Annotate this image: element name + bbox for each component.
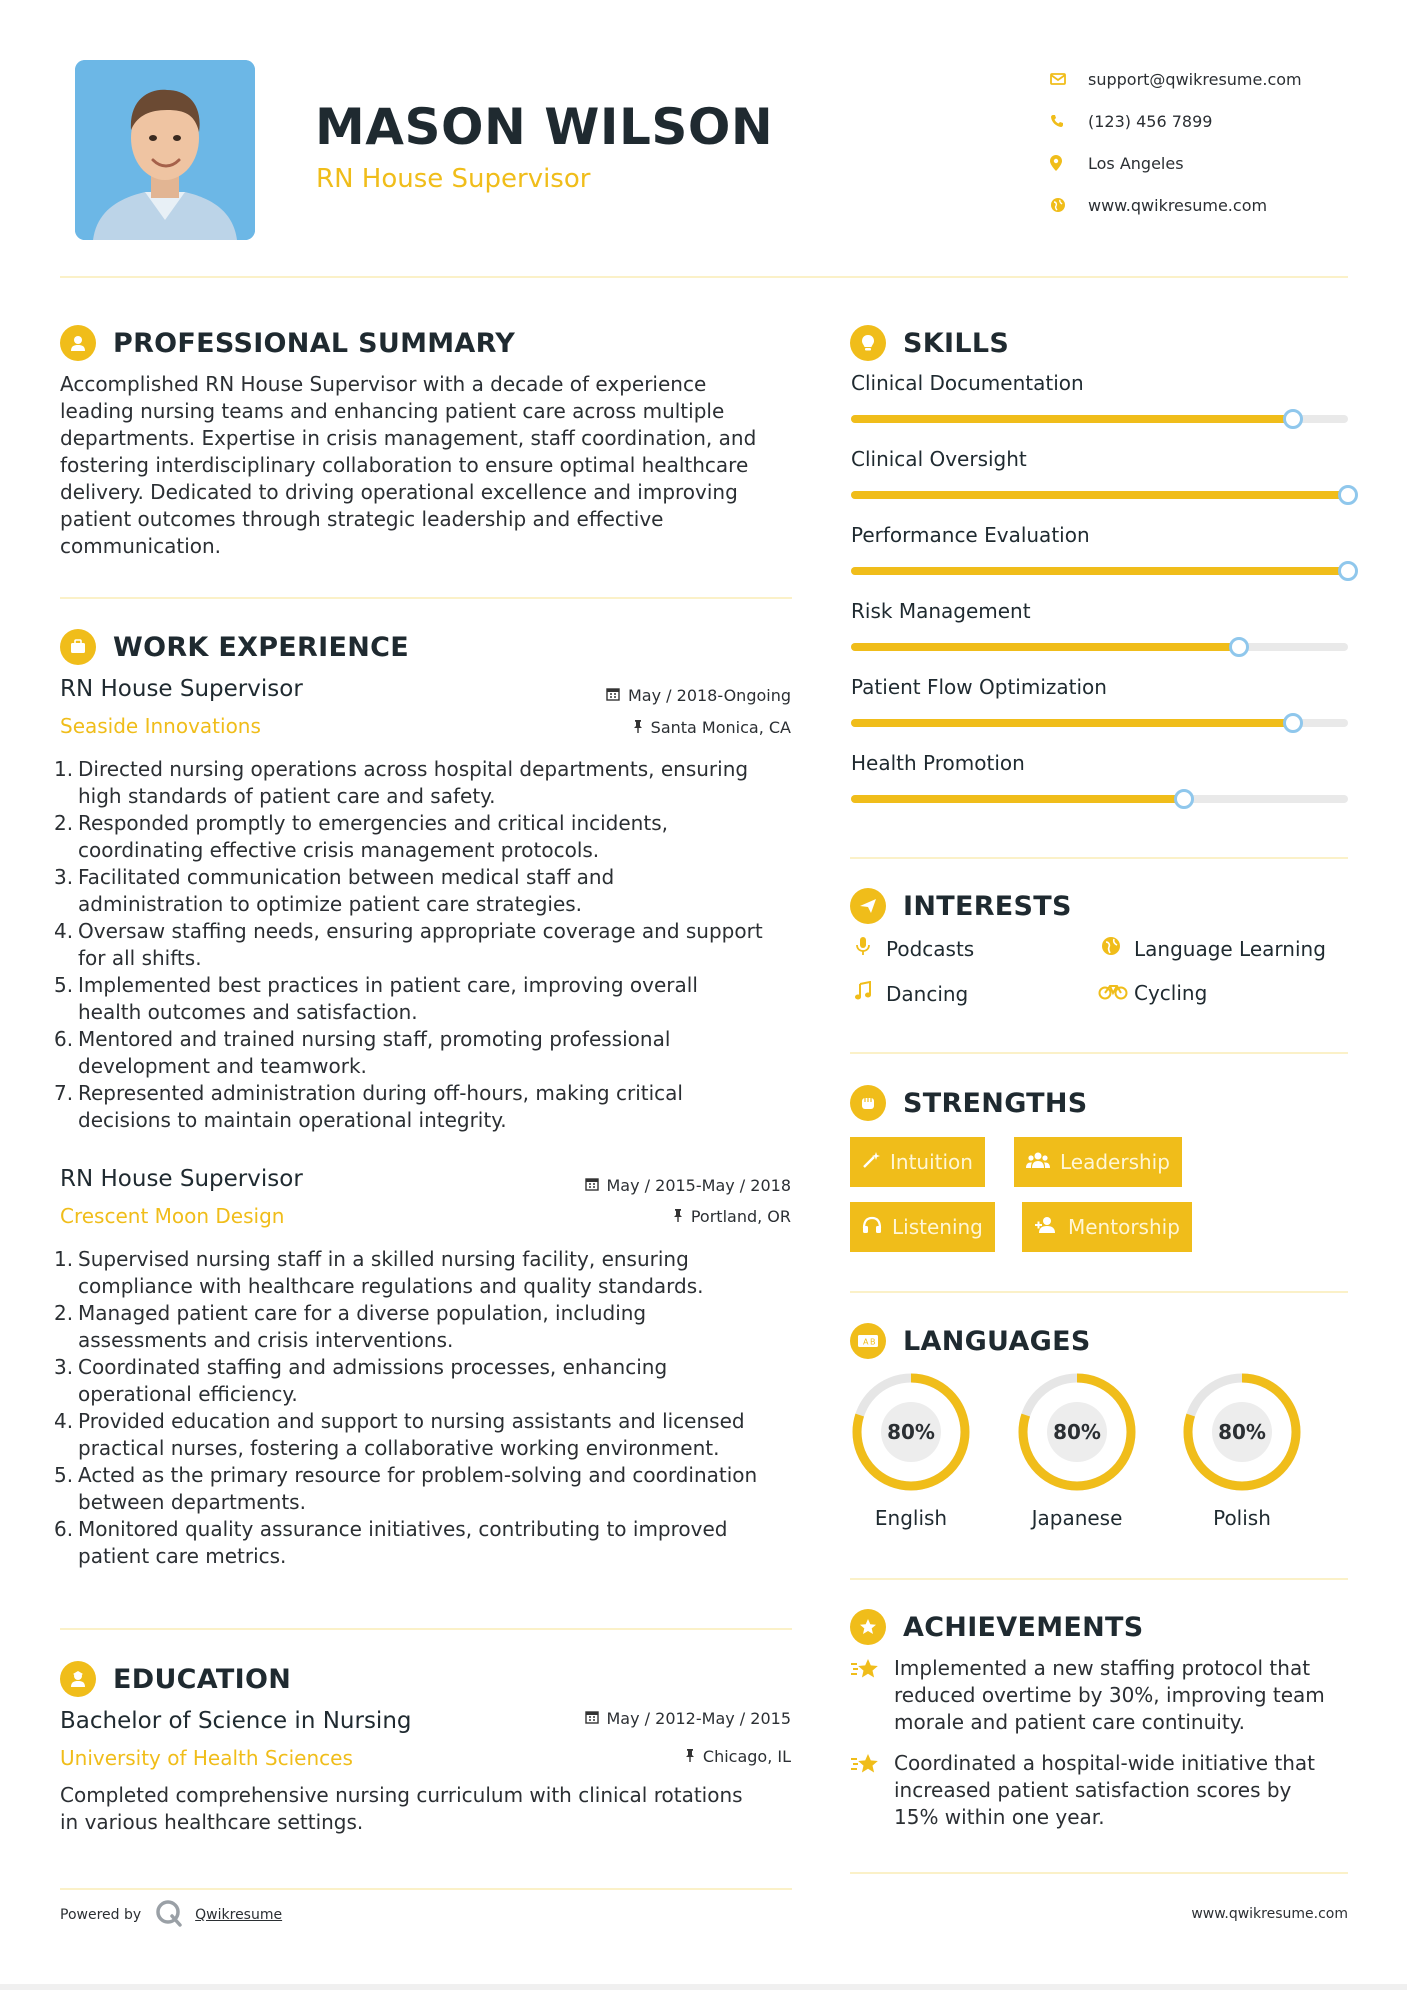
job-company: Seaside Innovations — [60, 714, 261, 738]
skill-label: Patient Flow Optimization — [851, 675, 1107, 699]
section-divider — [850, 1578, 1348, 1580]
interest-cycling — [1098, 981, 1207, 1005]
contact-website-text: www.qwikresume.com — [1088, 195, 1268, 215]
contact-phone[interactable] — [1050, 100, 1302, 142]
language-meter — [849, 1370, 973, 1498]
calendar-icon — [585, 1177, 599, 1195]
skill-bar-fill — [851, 491, 1348, 499]
footer-powered-by — [60, 1899, 282, 1931]
email-icon — [1050, 73, 1088, 85]
language-label: Japanese — [1031, 1506, 1123, 1530]
interest-label: Dancing — [886, 981, 969, 1006]
language-percent: 80% — [887, 1420, 935, 1444]
section-divider — [60, 597, 792, 599]
skill-label: Clinical Documentation — [851, 371, 1084, 395]
strength-label: Mentorship — [1068, 1215, 1180, 1239]
star-badge-icon — [850, 1609, 886, 1645]
phone-icon — [1050, 114, 1088, 128]
job-location — [633, 718, 791, 737]
section-divider — [850, 1291, 1348, 1293]
contact-website[interactable] — [1050, 184, 1302, 226]
headphones-icon — [862, 1215, 882, 1239]
summary-line: delivery. Dedicated to driving operational excellence and improving — [60, 480, 738, 504]
degree-title: Bachelor of Science in Nursing — [60, 1708, 412, 1734]
candidate-name: MASON WILSON — [315, 98, 774, 156]
list-item: 3. Facilitated communication between medical staff and administration to optimize patient care strategies. — [54, 865, 615, 916]
bicycle-icon — [1098, 981, 1124, 1005]
list-item: 4. Oversaw staffing needs, ensuring appropriate coverage and support for all shifts. — [54, 919, 763, 970]
strengths-title: STRENGTHS — [903, 1087, 1088, 1119]
list-item: 1. Directed nursing operations across hospital departments, ensuring high standards of patient care and safety. — [54, 757, 749, 808]
language-meter — [1015, 1370, 1139, 1498]
job-date-text: May / 2015-May / 2018 — [606, 1176, 791, 1195]
education-location — [685, 1747, 791, 1766]
summary-heading — [60, 325, 515, 361]
bottom-strip — [0, 1984, 1407, 1990]
skills-heading — [850, 325, 1009, 361]
skill-bar-fill — [851, 415, 1293, 423]
skill-level-handle — [1283, 713, 1303, 733]
education-description: Completed comprehensive nursing curriculum with clinical rotations in various healthcare settings. — [60, 1783, 743, 1834]
skill-bar-track — [851, 795, 1348, 803]
strengths-heading — [850, 1085, 1088, 1121]
summary-text — [60, 371, 756, 560]
skill-label: Risk Management — [851, 599, 1031, 623]
language-donut — [849, 1370, 973, 1494]
list-item: 3. Coordinated staffing and admissions processes, enhancing operational efficiency. — [54, 1355, 668, 1406]
list-item: 4. Provided education and support to nursing assistants and licensed practical nurses, fostering a collaborative working environment. — [54, 1409, 745, 1460]
section-divider — [60, 1628, 792, 1630]
qwikresume-link[interactable]: Qwikresume — [195, 1907, 283, 1923]
section-divider — [850, 1872, 1348, 1874]
section-divider — [850, 857, 1348, 859]
list-item: 6. Monitored quality assurance initiatives, contributing to improved patient care metrics. — [54, 1517, 728, 1568]
graduate-icon — [60, 1661, 96, 1697]
skill-bar-track — [851, 719, 1348, 727]
music-note-icon — [850, 981, 876, 1006]
candidate-role: RN House Supervisor — [316, 164, 591, 194]
header-divider — [60, 276, 1348, 278]
user-icon — [60, 325, 96, 361]
job-title: RN House Supervisor — [60, 676, 303, 702]
school-name: University of Health Sciences — [60, 1746, 353, 1770]
contact-location-text: Los Angeles — [1088, 153, 1184, 173]
fist-icon — [850, 1085, 886, 1121]
language-donut — [1180, 1370, 1304, 1494]
skill-level-handle — [1338, 485, 1358, 505]
achievement-item: Coordinated a hospital-wide initiative that increased patient satisfaction scores by 15% within one year. — [850, 1750, 1346, 1831]
paper-plane-icon — [850, 888, 886, 924]
language-donut — [1015, 1370, 1139, 1494]
education-date-text: May / 2012-May / 2015 — [606, 1709, 791, 1728]
contact-phone-text: (123) 456 7899 — [1088, 111, 1213, 131]
microphone-icon — [850, 936, 876, 961]
location-icon — [1050, 155, 1088, 171]
contact-email-text: support@qwikresume.com — [1088, 69, 1302, 89]
education-date — [585, 1709, 792, 1728]
skill-bar-fill — [851, 795, 1184, 803]
contact-list — [1050, 58, 1302, 226]
contact-email[interactable] — [1050, 58, 1302, 100]
user-plus-icon — [1034, 1215, 1058, 1239]
strength-label: Leadership — [1060, 1150, 1170, 1174]
achievement-item: Implemented a new staffing protocol that reduced overtime by 30%, improving team morale and patient care continuity. — [850, 1655, 1346, 1736]
list-item: 2. Managed patient care for a diverse population, including assessments and crisis interventions. — [54, 1301, 647, 1352]
skill-level-handle — [1338, 561, 1358, 581]
qwikresume-logo-icon — [155, 1899, 183, 1931]
skill-label: Health Promotion — [851, 751, 1025, 775]
interests-heading — [850, 888, 1072, 924]
interest-language-learning — [1098, 936, 1326, 961]
list-item: 6. Mentored and trained nursing staff, promoting professional development and teamwork. — [54, 1027, 671, 1078]
contact-location — [1050, 142, 1302, 184]
strength-chip-leadership — [1014, 1137, 1182, 1187]
skill-bar-track — [851, 491, 1348, 499]
svg-text:B: B — [870, 1337, 876, 1347]
job-date — [606, 686, 791, 705]
profile-photo — [75, 60, 255, 240]
skill-bar-fill — [851, 567, 1348, 575]
job-duties — [54, 1246, 758, 1570]
experience-heading — [60, 629, 409, 665]
interests-title: INTERESTS — [903, 890, 1072, 922]
strength-label: Intuition — [890, 1150, 973, 1174]
education-title: EDUCATION — [113, 1663, 292, 1695]
summary-line: departments. Expertise in crisis management, staff coordination, and — [60, 426, 757, 450]
skill-bar-fill — [851, 643, 1239, 651]
job-date-text: May / 2018-Ongoing — [628, 686, 791, 705]
interest-podcasts — [850, 936, 974, 961]
job-location — [673, 1207, 791, 1226]
list-item: 7. Represented administration during off-hours, making critical decisions to maintain operational integrity. — [54, 1081, 683, 1132]
list-item: 5. Implemented best practices in patient care, improving overall health outcomes and satisfaction. — [54, 973, 698, 1024]
skill-label: Performance Evaluation — [851, 523, 1090, 547]
language-icon — [850, 1323, 886, 1359]
language-meter — [1180, 1370, 1304, 1498]
job-location-text: Portland, OR — [690, 1207, 791, 1226]
achievements-heading — [850, 1609, 1144, 1645]
pin-icon — [685, 1748, 695, 1766]
users-icon — [1026, 1150, 1050, 1174]
strength-chip-listening — [850, 1202, 995, 1252]
languages-title: LANGUAGES — [903, 1325, 1091, 1357]
briefcase-icon — [60, 629, 96, 665]
job-date — [585, 1176, 792, 1195]
job-location-text: Santa Monica, CA — [650, 718, 791, 737]
education-heading — [60, 1661, 291, 1697]
job-duties — [54, 756, 763, 1134]
skill-bar-fill — [851, 719, 1293, 727]
footer-url[interactable]: www.qwikresume.com — [1191, 1906, 1348, 1922]
summary-line: patient outcomes through strategic leadership and effective — [60, 507, 664, 531]
languages-heading — [850, 1323, 1091, 1359]
skill-label: Clinical Oversight — [851, 447, 1027, 471]
strength-label: Listening — [892, 1215, 983, 1239]
powered-by-text: Powered by — [60, 1907, 142, 1923]
lightbulb-icon — [850, 325, 886, 361]
strength-chip-mentorship — [1022, 1202, 1192, 1252]
skill-level-handle — [1174, 789, 1194, 809]
calendar-icon — [606, 687, 620, 705]
list-item: 1. Supervised nursing staff in a skilled nursing facility, ensuring compliance with healthcare regulations and quality standards. — [54, 1247, 704, 1298]
globe-icon — [1050, 197, 1088, 213]
list-item: 2. Responded promptly to emergencies and critical incidents, coordinating effective crisis management protocols. — [54, 811, 668, 862]
summary-line: communication. — [60, 534, 222, 558]
job-company: Crescent Moon Design — [60, 1204, 285, 1228]
section-divider — [60, 1888, 792, 1890]
language-percent: 80% — [1218, 1420, 1266, 1444]
svg-text:A: A — [863, 1337, 869, 1347]
star-icon — [850, 1750, 894, 1831]
language-label: English — [874, 1506, 948, 1530]
job-title: RN House Supervisor — [60, 1166, 303, 1192]
strength-chip-intuition — [850, 1137, 985, 1187]
list-item: 5. Acted as the primary resource for problem-solving and coordination between departments. — [54, 1463, 758, 1514]
star-icon — [850, 1655, 894, 1736]
section-divider — [850, 1052, 1348, 1054]
interest-label: Podcasts — [886, 936, 975, 961]
summary-line: Accomplished RN House Supervisor with a decade of experience — [60, 372, 707, 396]
summary-line: leading nursing teams and enhancing patient care across multiple — [60, 399, 725, 423]
interest-label: Cycling — [1134, 981, 1208, 1005]
skill-bar-track — [851, 643, 1348, 651]
experience-title: WORK EXPERIENCE — [113, 631, 409, 663]
interest-label: Language Learning — [1134, 936, 1326, 961]
achievements-title: ACHIEVEMENTS — [903, 1611, 1144, 1643]
language-label: Polish — [1213, 1506, 1271, 1530]
summary-title: PROFESSIONAL SUMMARY — [113, 327, 516, 359]
magic-wand-icon — [862, 1150, 880, 1174]
calendar-icon — [585, 1710, 599, 1728]
skill-bar-track — [851, 567, 1348, 575]
language-percent: 80% — [1053, 1420, 1101, 1444]
skill-bar-track — [851, 415, 1348, 423]
pin-icon — [633, 719, 643, 737]
skill-level-handle — [1229, 637, 1249, 657]
skill-level-handle — [1283, 409, 1303, 429]
summary-line: fostering interdisciplinary collaboration to ensure optimal healthcare — [60, 453, 749, 477]
pin-icon — [673, 1208, 683, 1226]
globe-icon — [1098, 936, 1124, 961]
skills-title: SKILLS — [903, 327, 1010, 359]
education-location-text: Chicago, IL — [702, 1747, 791, 1766]
interest-dancing — [850, 981, 968, 1006]
